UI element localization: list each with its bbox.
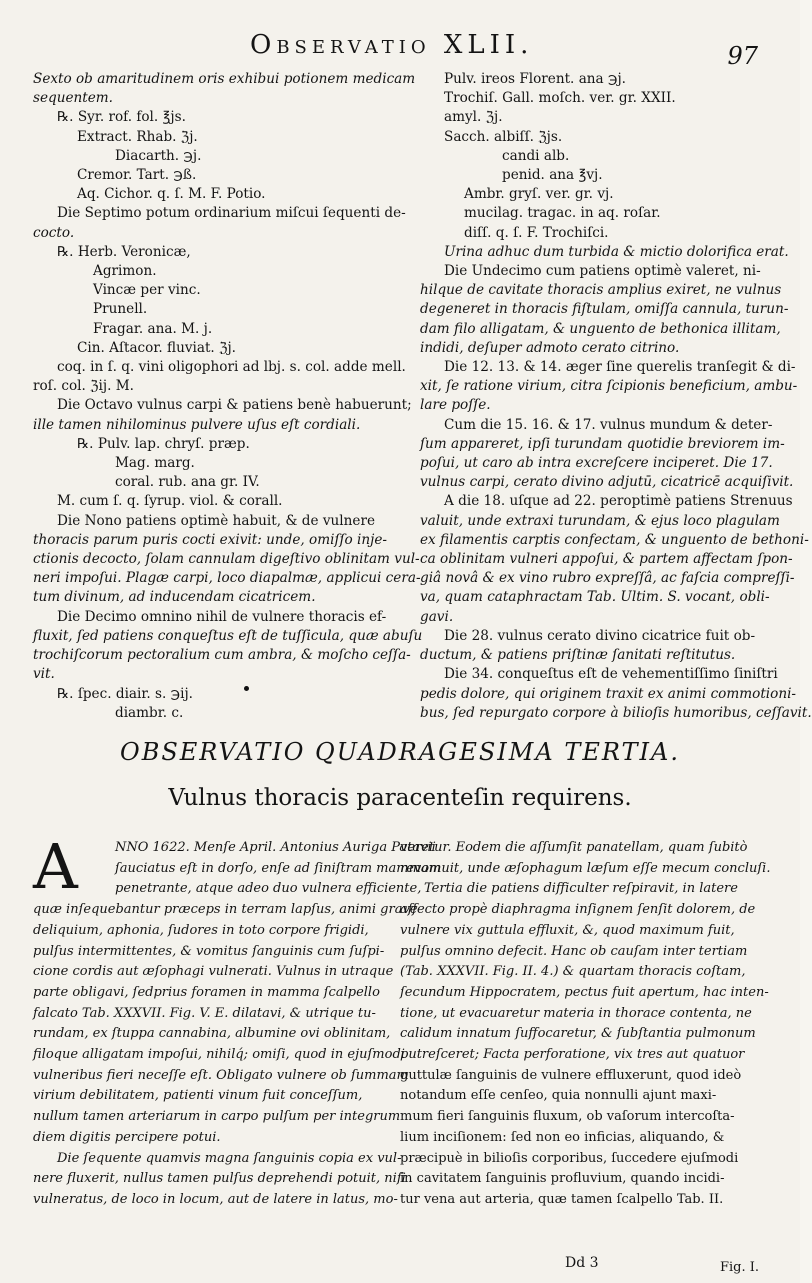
right-column: [420, 70, 812, 723]
text-line: Sacch. albiſſ. ℨjs.: [444, 128, 563, 145]
text-line: Trochiſ. Gall. moſch. ver. gr. XXII.: [444, 90, 676, 107]
text-line: ex filamentis carptis confectam, & unguento de bethoni-: [420, 531, 809, 548]
text-line: Aq. Cichor. q. ſ. M. F. Potio.: [77, 186, 266, 203]
text-line: vit.: [33, 666, 55, 683]
text-line: amyl. ℨj.: [444, 109, 503, 126]
text-line: deliquium, aphonia, ſudores in toto corpore frigidi,: [33, 922, 369, 938]
text-line: rundam, ex ſtuppa cannabina, albumine ovi oblinitam,: [33, 1026, 391, 1042]
text-line: revomuit, unde æſophagum læſum eſſe mecum concluſi.: [400, 860, 771, 876]
text-line: ℞. Herb. Veronicæ,: [57, 243, 191, 260]
section-title: Vulnus thoracis paracenteſin requirens.: [168, 785, 632, 811]
text-line: bus, ſed repurgato corpore à bilioſis humoribus, ceſſavit.: [420, 704, 812, 721]
text-line: Die Nono patiens optimè habuit, & de vulnere: [57, 512, 375, 529]
text-line: Tertia die patiens difficulter reſpiravit, in latere: [424, 881, 738, 897]
signature-mark: Dd 3: [565, 1255, 599, 1271]
text-line: NNO 1622. Menſe April. Antonius Auriga Patavii: [115, 840, 436, 855]
text-line: calidum innatum ſuffocaretur, & ſubſtantia pulmonum: [400, 1026, 756, 1042]
text-line: M. cum ſ. q. ſyrup. viol. & corall.: [57, 493, 283, 510]
ink-dot: [244, 686, 249, 691]
text-line: fluxit, ſed patiens conqueſtus eſt de tuſſicula, quæ abuſu: [33, 627, 423, 644]
text-line: Fragar. ana. M. j.: [93, 320, 213, 337]
text-line: diſſ. q. ſ. F. Trochiſci.: [464, 224, 609, 241]
text-line: mucilag. tragac. in aq. roſar.: [464, 205, 661, 222]
text-line: ſum appareret, ipſi turundam quotidie breviorem im-: [420, 435, 785, 452]
text-line: nere fluxerit, nullus tamen pulſus deprehendi potuit, niſi: [33, 1171, 406, 1187]
text-line: Die Septimo potum ordinarium miſcui ſequenti de-: [57, 205, 406, 222]
text-line: coral. rub. ana gr. IV.: [115, 474, 260, 491]
text-line: Cremor. Tart. ℈ß.: [77, 167, 197, 184]
text-line: vulnus carpi, cerato divino adjutū, cicatricē acquiſivit.: [420, 474, 794, 491]
text-line: pedis dolore, qui originem traxit ex animi commotioni-: [420, 685, 797, 702]
text-line: Die 34. conqueſtus eſt de vehementiſſimo ſiniſtri: [444, 666, 778, 683]
text-line: neri impoſui. Plagæ carpi, loco diapalmæ, applicui cera-: [33, 570, 421, 587]
page-number: 97: [727, 42, 758, 70]
left-column: [33, 70, 423, 723]
text-line: diambr. c.: [115, 704, 184, 721]
text-line: ca oblinitam vulneri appoſui, & partem affectam ſpon-: [420, 551, 793, 568]
text-line: hilque de cavitate thoracis amplius exiret, ne vulnus: [420, 282, 782, 299]
text-line: Die 28. vulnus cerato divino cicatrice fuit ob-: [444, 627, 756, 644]
text-line: coq. in ſ. q. vini oligophori ad lbj. s. col. adde mell.: [57, 359, 406, 376]
running-head: Observatio XLII.: [250, 30, 534, 60]
text-line: parte obligavi, ſedprius foramen in mamma ſcalpello: [33, 984, 380, 1000]
text-line: cione cordis aut æſophagi vulnerati. Vulnus in utraque: [33, 964, 394, 980]
text-line: putreſceret; Facta perforatione, vix tres aut quatuor: [400, 1047, 745, 1063]
drop-cap: A: [33, 830, 78, 903]
text-line: candi alb.: [502, 147, 570, 164]
text-line: Cin. Aſtacor. fluviat. ℨj.: [77, 339, 236, 356]
text-line: ℞. Pulv. lap. chryſ. præp.: [77, 435, 250, 452]
text-line: diem digitis percipere potui.: [33, 1129, 221, 1145]
text-line: ctionis decocto, ſolam cannulam digeſtivo oblinitam vul-: [33, 551, 420, 568]
text-line: pulſus intermittentes, & vomitus ſanguinis cum ſuſpi-: [33, 943, 385, 959]
text-line: Agrimon.: [93, 263, 157, 280]
text-line: penid. ana ℥vj.: [502, 167, 603, 184]
text-line: in cavitatem ſanguinis profluvium, quando incidi-: [400, 1171, 725, 1187]
text-line: filoque alligatam impoſui, nihilq́; omiſi, quod in ejuſmodi: [33, 1047, 405, 1063]
text-line: lare poſſe.: [420, 397, 491, 414]
text-line: gavi.: [420, 608, 454, 625]
text-line: ℞. Syr. rof. fol. ℥js.: [57, 109, 186, 126]
text-line: indidi, deſuper admoto cerato citrino.: [420, 339, 680, 356]
text-line: degeneret in thoracis fiſtulam, omiſſa cannula, turun-: [420, 301, 789, 318]
text-line: Ambr. gryſ. ver. gr. vj.: [464, 186, 614, 203]
text-line: nullum tamen arteriarum in carpo pulſum per integrum: [33, 1109, 401, 1125]
text-line: trochiſcorum pectoralium cum ambra, & moſcho ceſſa-: [33, 647, 411, 664]
text-line: roſ. col. ℨij. M.: [33, 378, 134, 395]
text-line: guttulæ ſanguinis de vulnere effluxerunt, quod ideò: [400, 1067, 742, 1083]
text-line: Extract. Rhab. ℨj.: [77, 128, 198, 145]
text-line: veretur. Eodem die aſſumſit panatellam, quam ſubitò: [400, 840, 748, 855]
text-line: ille tamen nihilominus pulvere uſus eſt cordiali.: [33, 416, 361, 433]
text-line: Die Decimo omnino nihil de vulnere thoracis ef-: [57, 608, 387, 625]
text-line: Die Octavo vulnus carpi & patiens benè habuerunt;: [57, 397, 412, 414]
section-heading: OBSERVATIO QUADRAGESIMA TERTIA.: [120, 738, 680, 766]
text-line: cocto.: [33, 224, 75, 241]
text-line: vulnere vix guttula effluxit, &, quod maximum fuit,: [400, 922, 735, 938]
text-line: vulneribus fieri neceſſe eſt. Obligato vulnere ob ſummam: [33, 1067, 409, 1083]
text-line: tum divinum, ad inducendam cicatricem.: [33, 589, 316, 606]
text-line: (Tab. XXXVII. Fig. II. 4.) & quartam thoracis coſtam,: [400, 964, 746, 980]
text-line: ſecundum Hippocratem, pectus fuit apertum, hac inten-: [400, 984, 769, 1000]
text-line: dam filo alligatam, & unguento de bethonica illitam,: [420, 320, 781, 337]
text-line: pulſus omnino defecit. Hanc ob cauſam inter tertiam: [400, 943, 748, 959]
text-line: tione, ut evacuaretur materia in thorace contenta, ne: [400, 1005, 752, 1021]
text-line: Prunell.: [93, 301, 148, 318]
text-line: poſui, ut caro ab intra excreſcere inciperet. Die 17.: [420, 455, 773, 472]
text-line: ſauciatus eſt in dorſo, enſe ad ſiniſtram mammam: [115, 860, 441, 876]
text-line: Sexto ob amaritudinem oris exhibui potionem medicam: [33, 71, 416, 87]
text-line: falcato Tab. XXXVII. Fig. V. E. dilatavi, & utrique tu-: [33, 1005, 376, 1021]
text-line: mum fieri ſanguinis fluxum, ob vaſorum intercoſta-: [400, 1109, 735, 1125]
text-line: va, quam cataphractam Tab. Ultim. S. vocant, obli-: [420, 589, 770, 606]
text-line: Cum die 15. 16. & 17. vulnus mundum & deter-: [444, 416, 773, 433]
text-line: notandum eſſe cenſeo, quia nonnulli ajunt maxi-: [400, 1088, 717, 1104]
text-line: tur vena aut arteria, quæ tamen ſcalpello Tab. II.: [400, 1191, 724, 1207]
section-left-column: [33, 830, 441, 1211]
text-line: virium debilitatem, patienti vinum fuit conceſſum,: [33, 1088, 363, 1104]
text-line: penetrante, atque adeo duo vulnera efficiente,: [115, 881, 422, 897]
text-line: affecto propè diaphragma inſignem ſenſit dolorem, de: [400, 902, 756, 918]
text-line: giâ novâ & ex vino rubro expreſſâ, ac faſcia compreſſi-: [420, 570, 795, 587]
text-line: Vincæ per vinc.: [93, 282, 201, 299]
text-line: ℞. ſpec. diair. s. ℈ij.: [57, 685, 194, 702]
text-line: lium inciſionem: ſed non eo inficias, aliquando, &: [400, 1129, 725, 1145]
text-line: Mag. marg.: [115, 455, 195, 472]
text-line: Die Undecimo cum patiens optimè valeret, ni-: [444, 263, 761, 280]
text-line: thoracis parum puris cocti exivit: unde, omiſſo inje-: [33, 531, 387, 548]
text-line: Die ſequente quamvis magna ſanguinis copia ex vul-: [57, 1150, 402, 1166]
text-line: Die 12. 13. & 14. æger ſine querelis tranſegit & di-: [444, 359, 796, 376]
text-line: sequentem.: [33, 90, 113, 107]
text-line: xit, ſe ratione virium, citra ſcipionis beneficium, ambu-: [420, 378, 798, 395]
text-line: Diacarth. ℈j.: [115, 147, 202, 164]
catchword: Fig. I.: [720, 1260, 760, 1275]
text-line: Pulv. ireos Florent. ana ℈j.: [444, 71, 627, 87]
text-line: vulneratus, de loco in locum, aut de latere in latus, mo-: [33, 1191, 398, 1207]
text-line: præcipuè in bilioſis corporibus, ſuccedere ejuſmodi: [400, 1150, 739, 1166]
text-line: Urina adhuc dum turbida & mictio dolorifica erat.: [444, 243, 789, 260]
text-line: quæ inſequebantur præceps in terram lapſus, animi grave: [33, 902, 418, 918]
section-right-column: [400, 838, 775, 1211]
text-line: A die 18. uſque ad 22. peroptimè patiens Strenuus: [444, 493, 793, 510]
text-line: ductum, & patiens priſtinæ ſanitati reſtitutus.: [420, 647, 736, 664]
text-line: valuit, unde extraxi turundam, & ejus loco plagulam: [420, 512, 780, 529]
